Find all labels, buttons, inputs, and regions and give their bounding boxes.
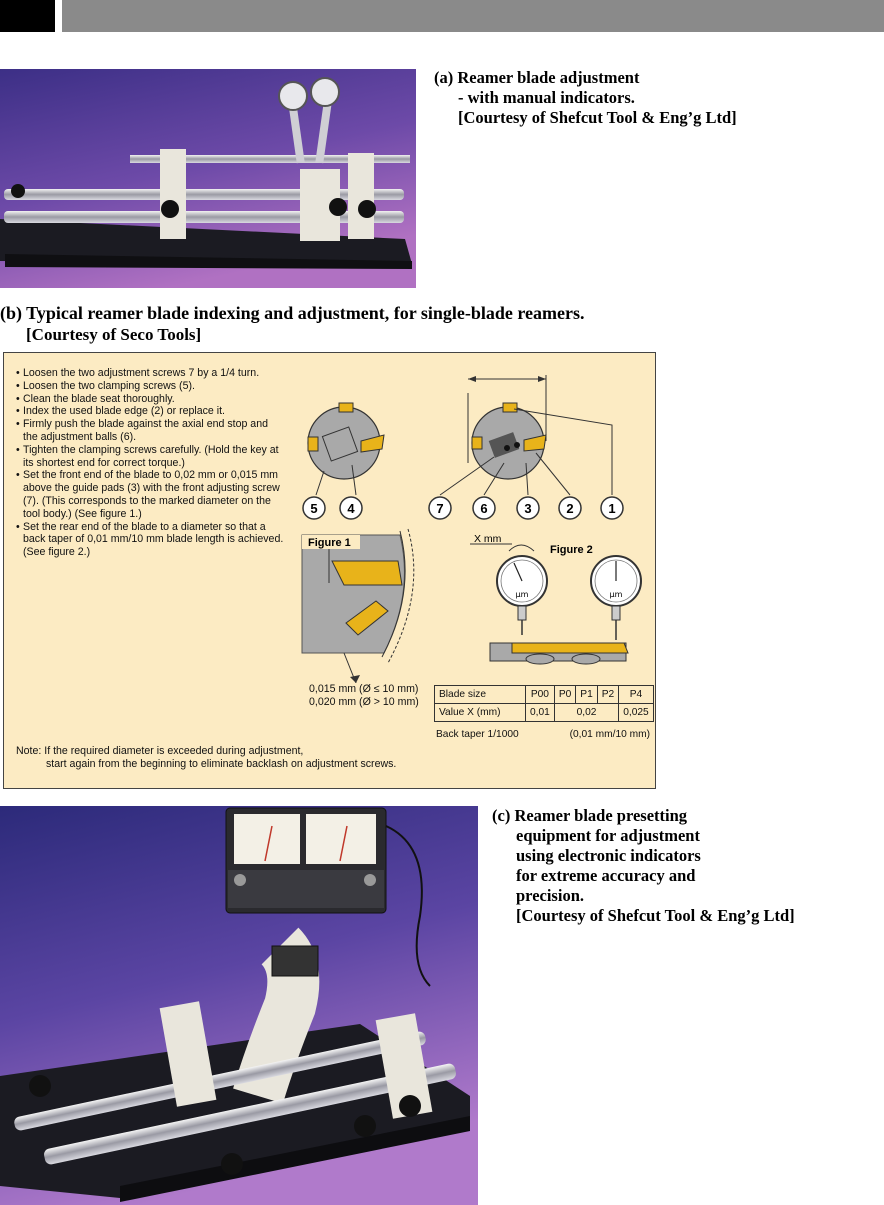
callout-number: 3 (524, 501, 532, 516)
adjustment-note (16, 745, 396, 771)
caption-c-line1: (c) Reamer blade presetting (492, 806, 688, 825)
header-grey-bar (62, 0, 884, 32)
caption-a-line1: (a) Reamer blade adjustment (434, 68, 640, 87)
caption-a (434, 68, 737, 128)
instruction-step: • Set the rear end of the blade to a diameter so that a back taper of 0,01 mm/10 mm blade length is achieved. (See figure 2.) (16, 521, 284, 559)
table-cell: P00 (526, 686, 555, 704)
table-cell: P4 (619, 686, 654, 704)
caption-c (492, 806, 795, 926)
table-cell: 0,01 (526, 704, 555, 722)
figure-1 (302, 529, 414, 683)
table-cell: P0 (554, 686, 575, 704)
back-taper-label: Back taper 1/1000 (436, 729, 519, 740)
photo-manual-indicators (0, 69, 416, 288)
header-black-block (0, 0, 55, 32)
note-line2: start again from the beginning to eliminate backlash on adjustment screws. (46, 758, 397, 770)
left-number-callouts (303, 497, 362, 519)
instruction-step: • Set the front end of the blade to 0,02 mm or 0,015 mm above the guide pads (3) with the front adjusting screw (7). (This corresponds to the marked diameter on the tool body.) (See figure 1.) (16, 469, 284, 520)
figure-1-label: Figure 1 (308, 537, 351, 549)
caption-b (0, 302, 585, 346)
callout-number: 1 (608, 501, 616, 516)
instruction-step: • Tighten the clamping screws carefully. (Hold the key at its shortest end for correct torque.) (16, 444, 284, 470)
table-cell: Value X (mm) (435, 704, 526, 722)
tolerance-line: 0,015 mm (Ø ≤ 10 mm) (309, 683, 419, 695)
caption-c-line3: using electronic indicators (516, 846, 701, 865)
figure-2-label: Figure 2 (550, 544, 593, 556)
instruction-step: • Firmly push the blade against the axial end stop and the adjustment balls (6). (16, 418, 284, 444)
caption-c-line6: [Courtesy of Shefcut Tool & Eng’g Ltd] (516, 906, 795, 925)
table-row (435, 686, 654, 704)
instruction-step: • Index the used blade edge (2) or replace it. (16, 405, 284, 418)
callout-number: 2 (566, 501, 574, 516)
table-cell: 0,02 (554, 704, 618, 722)
instruction-step: • Loosen the two clamping screws (5). (16, 380, 284, 393)
back-taper-value: (0,01 mm/10 mm) (569, 729, 650, 740)
callout-number: 4 (347, 501, 355, 516)
callout-number: 5 (310, 501, 318, 516)
instruction-panel (3, 352, 656, 789)
table-cell: P2 (597, 686, 618, 704)
caption-c-line4: for extreme accuracy and (516, 866, 696, 885)
photo-electronic-indicators (0, 806, 478, 1205)
table-row (435, 704, 654, 722)
caption-c-line5: precision. (516, 886, 584, 905)
right-number-callouts (429, 497, 623, 519)
tolerance-line: 0,020 mm (Ø > 10 mm) (309, 695, 419, 708)
tolerance-values (309, 683, 419, 708)
caption-b-line2: [Courtesy of Seco Tools] (26, 325, 202, 344)
table-cell: 0,025 (619, 704, 654, 722)
reamer-diagram (4, 353, 655, 683)
gauge-unit: µm (609, 590, 623, 599)
caption-b-line1: (b) Typical reamer blade indexing and adjustment, for single-blade reamers. (0, 303, 585, 323)
callout-number: 6 (480, 501, 488, 516)
caption-a-line3: [Courtesy of Shefcut Tool & Eng’g Ltd] (458, 108, 737, 127)
instruction-step: • Loosen the two adjustment screws 7 by a 1/4 turn. (16, 367, 284, 380)
right-cross-section (440, 375, 612, 495)
gauge-unit: µm (515, 590, 529, 599)
caption-c-line2: equipment for adjustment (516, 826, 700, 845)
caption-a-line2: - with manual indicators. (458, 88, 635, 107)
x-mm-label: X mm (474, 533, 502, 545)
callout-number: 7 (436, 501, 444, 516)
note-line1: Note: If the required diameter is exceeded during adjustment, (16, 745, 304, 757)
table-cell: Blade size (435, 686, 526, 704)
figure-2 (470, 533, 641, 664)
left-cross-section (308, 403, 384, 495)
blade-size-table (434, 685, 654, 722)
table-cell: P1 (576, 686, 597, 704)
back-taper-note (436, 729, 650, 740)
instruction-step: • Clean the blade seat thoroughly. (16, 393, 284, 406)
